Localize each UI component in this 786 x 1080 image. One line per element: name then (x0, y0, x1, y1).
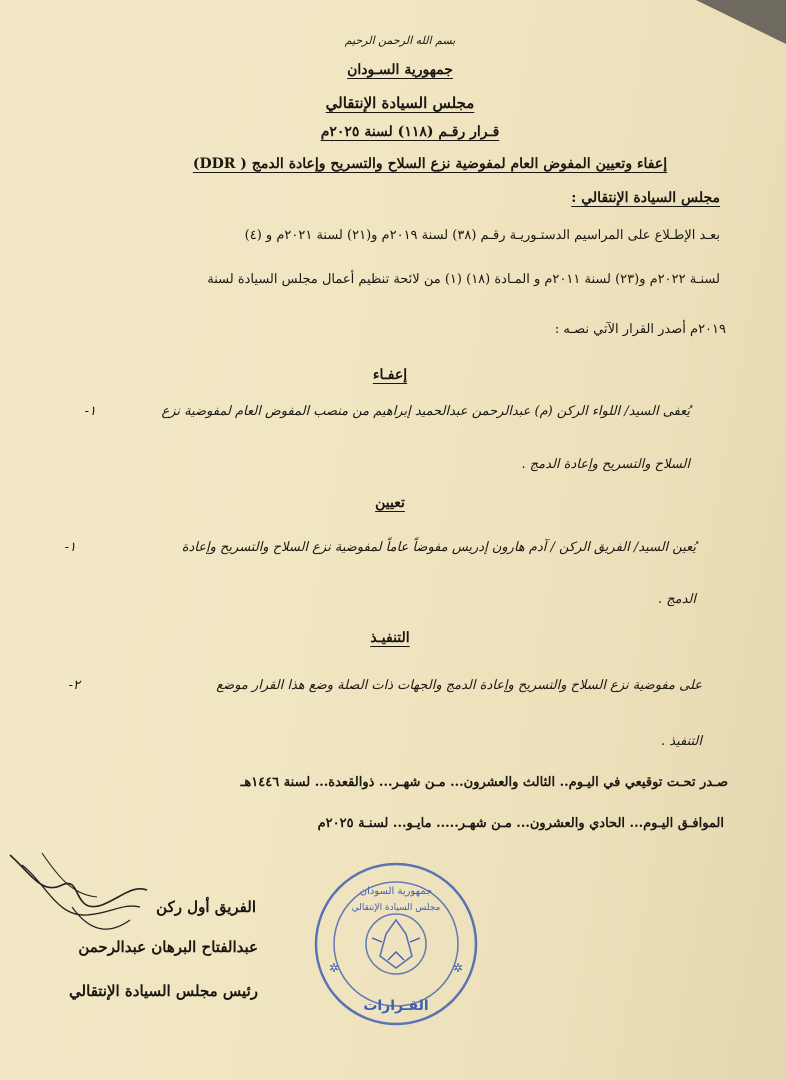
signatory-name: عبدالفتاح البرهان عبدالرحمن (78, 938, 258, 956)
official-stamp (312, 860, 480, 1028)
handwritten-signature (2, 845, 152, 945)
gregorian-date-line: الموافـق اليـوم... الحادي والعشرون... مـن شهـر..... مايـو... لسنـة ٢٠٢٥م (317, 816, 724, 831)
execution-heading: التنفيـذ (370, 630, 410, 646)
appointment-heading: تعيين (375, 495, 405, 511)
addressee: مجلس السيادة الإنتقالي : (571, 190, 720, 206)
svg-text:القـرارات: القـرارات (363, 998, 429, 1014)
appointment-line-1: يُعين السيد/ الفريق الركن / آدم هارون إدريس مفوضاً عاماً لمفوضية نزع السلاح والتسريح وإعادة (181, 540, 696, 555)
dismissal-heading: إعفـاء (372, 367, 408, 383)
dismissal-number: ١- (84, 404, 96, 419)
dismissal-line-1: يُعفى السيد/ اللواء الركن (م) عبدالرحمن عبدالحميد إبراهيم من منصب المفوض العام لمفوضية نزع (161, 404, 690, 419)
execution-number: ٢- (68, 678, 80, 693)
svg-text:مجلس السيادة الإنتقالي: مجلس السيادة الإنتقالي (351, 903, 441, 913)
basmala: بسم الله الرحمن الرحيم (344, 34, 456, 47)
council-title: مجلس السيادة الإنتقالي (325, 94, 475, 112)
svg-text:✲: ✲ (452, 961, 464, 975)
preamble-line-3: ٢٠١٩م أصدر القرار الآتي نصـه : (554, 322, 726, 337)
preamble-line-1: بعـد الإطـلاع على المراسيم الدستـوريـة رقـم (٣٨) لسنة ٢٠١٩م و(٢١) لسنة ٢٠٢١م و (٤) (244, 228, 720, 243)
preamble-line-2: لسنـة ٢٠٢٢م و(٢٣) لسنة ٢٠١١م و المـادة (١٨) (١) من لائحة تنظيم أعمال مجلس السيادة لسنة (207, 272, 720, 287)
appointment-line-2: الدمج . (657, 592, 696, 607)
decree-subject: إعفاء وتعيين المفوض العام لمفوضية نزع السلاح والتسريح وإعادة الدمج ( DDR) (192, 156, 668, 172)
hijri-date-line: صـدر تحـت توقيعي في اليـوم.. الثالث والعشرون... مـن شهـر... ذوالقعدة... لسنة ١٤٤٦هـ (240, 775, 728, 790)
execution-line-1: على مفوضية نزع السلاح والتسريح وإعادة الدمج والجهات ذات الصلة وضع هذا القرار موضع (216, 678, 702, 693)
svg-text:جمهورية السودان: جمهورية السودان (359, 886, 433, 897)
execution-line-2: التنفيذ . (660, 734, 702, 749)
signatory-title: رئيس مجلس السيادة الإنتقالي (69, 982, 258, 1000)
dismissal-line-2: السلاح والتسريح وإعادة الدمج . (521, 457, 690, 472)
republic-title: جمهورية السـودان (347, 62, 453, 78)
signatory-rank: الفريق أول ركن (156, 898, 256, 916)
svg-text:✲: ✲ (328, 961, 340, 975)
appointment-number: ١- (64, 540, 76, 555)
decree-number: قـرار رقـم (١١٨) لسنة ٢٠٢٥م (320, 124, 500, 140)
